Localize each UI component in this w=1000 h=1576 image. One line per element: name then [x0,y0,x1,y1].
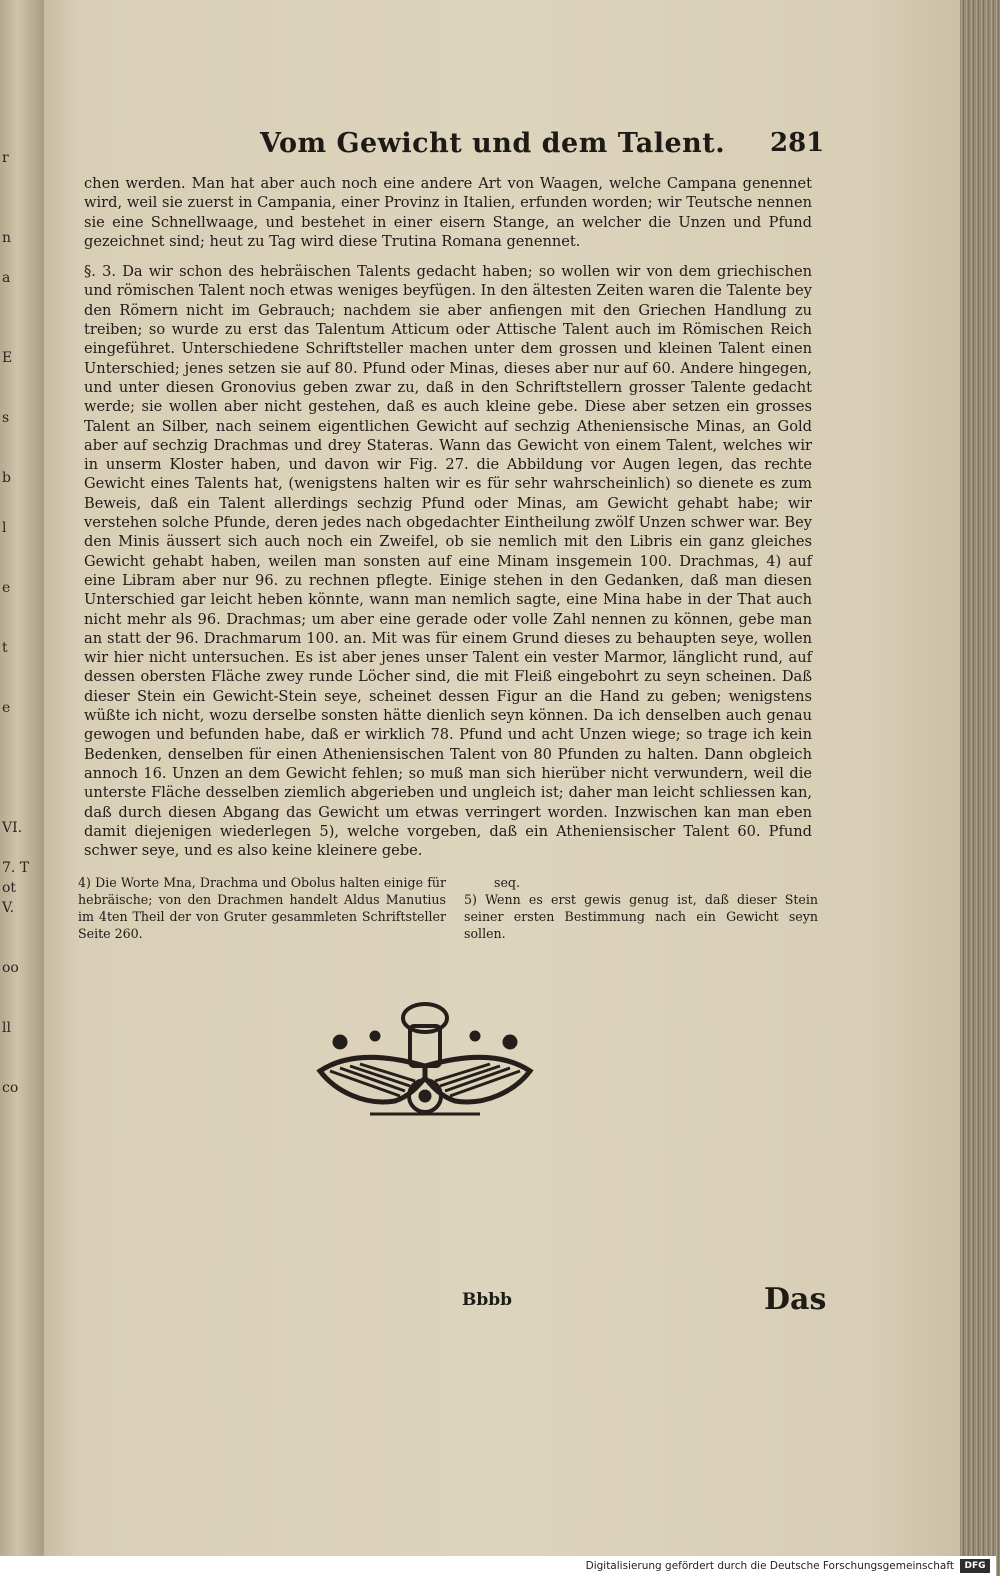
running-title: Vom Gewicht und dem Talent. [260,128,726,159]
footnote-5: 5) Wenn es erst gewis genug ist, daß dieser Stein seiner ersten Bestimmung nach ein Gewicht seyn sollen. [464,892,818,941]
footnote-4-continuation: seq. [494,875,520,890]
paragraph: chen werden. Man hat aber auch noch eine andere Art von Waagen, welche Campana genennet wird, weil sie zuerst in Campania, einer Provinz in Italien, erfunden worden; wir Teutsche nennen sie eine Schnellwaage, und bestehet in einer eisern Stange, an welcher die Unzen und Pfund gezeichnet sind; heut zu Tag wird diese Trutina Romana genennet. [84,175,812,250]
margin-glyph: e [2,700,11,716]
margin-glyph: l [2,520,7,536]
margin-glyph: n [2,230,12,246]
margin-glyph: r [2,150,9,166]
catchword: Das [764,1282,827,1317]
dfg-logo: DFG [960,1559,990,1573]
ornament-vignette [310,996,540,1126]
margin-glyph: VI. [2,820,23,836]
margin-glyph: b [2,470,11,486]
margin-glyph: E [2,350,13,366]
page-number: 281 [770,128,825,158]
footnotes [78,874,818,944]
credit-text: Digitalisierung gefördert durch die Deutsche Forschungsgemeinschaft [585,1560,954,1572]
page-stack-edge [960,0,1000,1576]
footnote-5-block [464,874,818,942]
margin-glyph: t [2,640,8,656]
margin-glyph: oo [2,960,19,976]
footnote-4: 4) Die Worte Mna, Drachma und Obolus halten einige für hebräische; von den Drachmen handelt Aldus Manutius im 4ten Theil der von Gruter gesammleten Schriftsteller Seite 260. [78,875,446,941]
margin-glyph: 7. T [2,860,30,876]
digitization-credit [0,1556,996,1576]
margin-glyph: V. [2,900,15,916]
paragraph: §. 3. Da wir schon des hebräischen Talents gedacht haben; so wollen wir von dem griechischen und römischen Talent noch etwas weniges beyfügen. In den ältesten Zeiten waren die Talente bey den Römern nicht im Gebrauch; nachdem sie aber anfiengen mit den Griechen Handlung zu treiben; so wurde zu erst das Talentum Atticum oder Attische Talent auch im Römischen Reich eingeführet. Unterschiedene Schriftsteller machen unter dem grossen und kleinen Talent einen Unterschied; jenes setzen sie auf 80. Pfund oder Minas, dieses aber nur auf 60. Andere hingegen, und unter diesen Gronovius geben zwar zu, daß in den Schriftstellern grosser Talente gedacht werde; sie wollen aber nicht gestehen, daß es auch kleine gebe. Diese aber setzen ein grosses Talent an Silber, nach seinem eigentlichen Gewicht auf sechzig Atheniensische Minas, an Gold aber auf sechzig Drachmas und drey Stateras. Wann das Gewicht von einem Talent, welches wir in unserm Kloster haben, und davon wir Fig. 27. die Abbildung vor Augen legen, das rechte Gewicht eines Talents hat, (wenigstens halten wir es für sehr wahrscheinlich) so dienete es zum Beweis, daß ein Talent allerdings sechzig Pfund oder Minas, am Gewicht gehabt habe; wir verstehen solche Pfunde, deren jedes nach obgedachter Eintheilung zwölf Unzen schwer war. Bey den Minis äussert sich auch noch ein Zweifel, ob sie nemlich mit den Libris ein ganz gleiches Gewicht gehabt haben, weilen man sonsten auf eine Minam insgemein 100. Drachmas, 4) auf eine Libram aber nur 96. zu rechnen pflegte. Einige stehen in den Gedanken, daß man diesen Unterschied gar leicht heben könnte, wann man nemlich sagte, eine Mina habe in der That auch nicht mehr als 96. Drachmas; um aber eine gerade oder volle Zahl nennen zu können, gebe man an statt der 96. Drachmarum 100. an. Mit was für einem Grund dieses zu behaupten seye, wollen wir hier nicht untersuchen. Es ist aber jenes unser Talent ein vester Marmor, länglicht rund, auf dessen obersten Fläche zwey runde Löcher sind, die mit Fleiß eingebohrt zu seyn scheinen. Daß dieser Stein ein Gewicht-Stein seye, scheinet dessen Figur an die Hand zu geben; wenigstens wüßte ich nicht, wozu derselbe sonsten hätte dienlich seyn können. Da ich denselben auch genau gewogen und befunden habe, daß er wirklich 78. Pfund und acht Unzen wiege; so trage ich kein Bedenken, denselben für einen Atheniensischen Talent von 80 Pfunden zu halten. Dann obgleich annoch 16. Unzen an dem Gewicht fehlen; so muß man sich hierüber nicht verwundern, weil die unterste Fläche desselben ziemlich abgerieben und ungleich ist; daher man leicht schliessen kan, daß durch diesen Abgang das Gewicht um etwas verringert worden. Inzwischen kan man eben damit diejenigen wiederlegen 5), welche vorgeben, daß ein Atheniensischer Talent 60. Pfund schwer seye, und es also keine kleinere gebe. [84,263,812,860]
margin-glyph: ll [2,1020,11,1036]
signature-mark: Bbbb [462,1290,513,1310]
margin-glyph: co [2,1080,19,1096]
main-text [84,174,812,860]
margin-glyph: ot [2,880,17,896]
margin-glyph: e [2,580,11,596]
margin-glyph: a [2,270,11,286]
margin-glyph: s [2,410,10,426]
facing-page-edge [0,0,44,1576]
